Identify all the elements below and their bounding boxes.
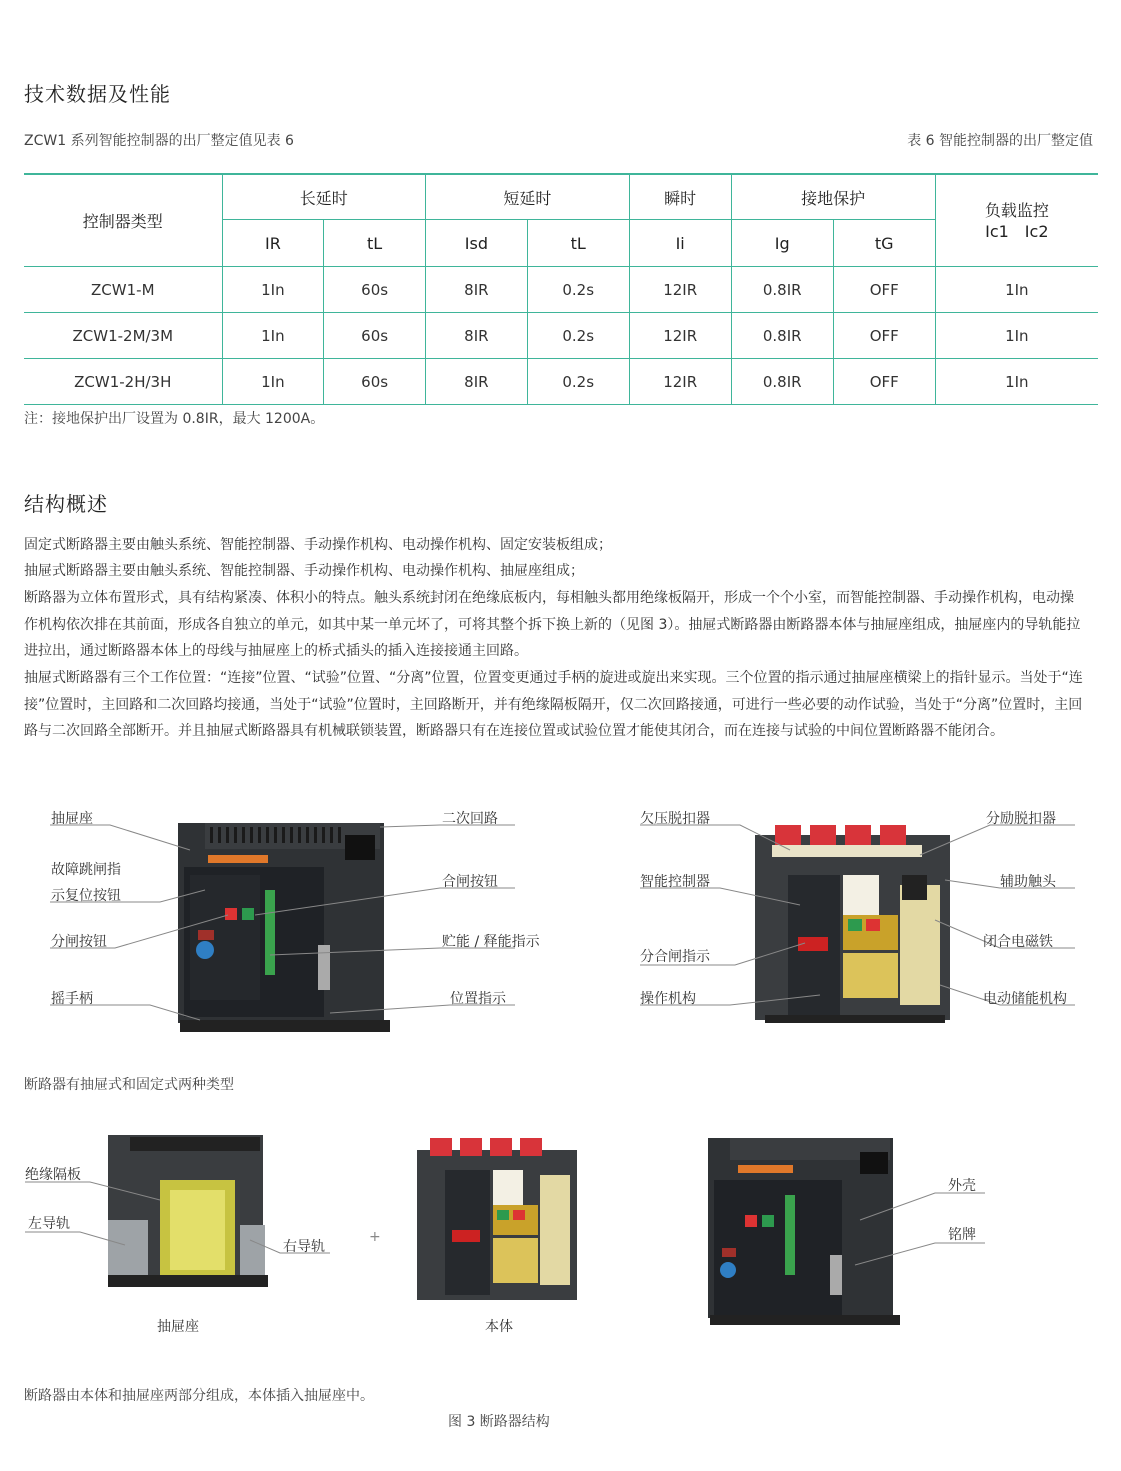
table-cell: 8IR xyxy=(426,359,528,405)
caption-body: 本体 xyxy=(485,1319,513,1335)
caption-compose: 断路器由本体和抽屉座两部分组成，本体插入抽屉座中。 xyxy=(24,1388,374,1404)
table-cell: 8IR xyxy=(426,313,528,359)
table-cell: 60s xyxy=(324,359,426,405)
settings-table xyxy=(24,173,1098,405)
table-subhead: Ii xyxy=(629,220,731,267)
table-cell: 8IR xyxy=(426,267,528,313)
table-caption: 表 6 智能控制器的出厂整定值 xyxy=(907,133,1093,149)
table-row xyxy=(24,313,1098,359)
table-cell: 12IR xyxy=(629,359,731,405)
label-open-close-indicator: 分合闸指示 xyxy=(640,949,710,965)
table-head-type: 控制器类型 xyxy=(24,174,222,267)
label-housing: 外壳 xyxy=(948,1178,976,1194)
label-secondary-circuit: 二次回路 xyxy=(442,811,498,827)
table-cell: 0.2s xyxy=(527,267,629,313)
table-cell: 1In xyxy=(222,267,324,313)
label-position-indicator: 位置指示 xyxy=(450,991,506,1007)
label-fault-trip-2: 示复位按钮 xyxy=(51,888,121,904)
figure-title: 图 3 断路器结构 xyxy=(448,1414,550,1430)
table-head-ground: 接地保护 xyxy=(731,174,935,220)
structure-paragraph: 抽屉式断路器有三个工作位置：“连接”位置、“试验”位置、“分离”位置，位置变更通过手柄的旋进或旋出来实现。三个位置的指示通过抽屉座横梁上的指针显示。当处于“连接”位置时，主回路和二次回路均接通，当处于“试验”位置时，主回路断开，并有绝缘隔板隔开，仅二次回路接通，可进行一些必要的动作试验，当处于“分离”位置时，主回路与二次回路全部断开。并且抽屉式断路器具有机械联锁装置，断路器只有在连接位置或试验位置才能使其闭合，而在连接与试验的中间位置断路器不能闭合。 xyxy=(24,670,1083,740)
table-cell: 60s xyxy=(324,313,426,359)
label-left-rail: 左导轨 xyxy=(28,1216,70,1232)
label-drawer-seat: 抽屉座 xyxy=(51,811,93,827)
label-smart-controller: 智能控制器 xyxy=(640,874,710,890)
structure-paragraph: 固定式断路器主要由触头系统、智能控制器、手动操作机构、电动操作机构、固定安装板组成； xyxy=(24,537,612,553)
table-cell: ZCW1-M xyxy=(24,267,222,313)
table-cell: 1In xyxy=(935,359,1098,405)
label-crank-handle: 摇手柄 xyxy=(51,991,93,1007)
structure-paragraph: 抽屉式断路器主要由触头系统、智能控制器、手动操作机构、电动操作机构、抽屉座组成； xyxy=(24,563,584,579)
table-head-load-line2: Ic1 Ic2 xyxy=(985,221,1049,241)
table-cell: ZCW1-2M/3M xyxy=(24,313,222,359)
plus-sign: + xyxy=(369,1229,381,1245)
table-cell: 1In xyxy=(222,359,324,405)
label-operating-mechanism: 操作机构 xyxy=(640,991,696,1007)
table-cell: OFF xyxy=(833,267,935,313)
table-intro: ZCW1 系列智能控制器的出厂整定值见表 6 xyxy=(24,133,294,149)
caption-drawer-seat: 抽屉座 xyxy=(157,1319,199,1335)
label-right-rail: 右导轨 xyxy=(283,1239,325,1255)
label-auxiliary-contact: 辅助触头 xyxy=(1000,874,1056,890)
label-closing-electromagnet: 闭合电磁铁 xyxy=(983,934,1053,950)
label-shunt-release: 分励脱扣器 xyxy=(986,811,1056,827)
label-open-button: 分闸按钮 xyxy=(51,934,107,950)
table-cell: 60s xyxy=(324,267,426,313)
label-charge-indicator: 贮能 / 释能指示 xyxy=(442,934,540,950)
table-row xyxy=(24,359,1098,405)
table-cell: 1In xyxy=(935,313,1098,359)
table-head-load-line1: 负载监控 xyxy=(984,200,1049,220)
label-insulating-barrier: 绝缘隔板 xyxy=(25,1167,81,1183)
table-subhead: tL xyxy=(527,220,629,267)
table-head-short: 短延时 xyxy=(426,174,630,220)
structure-paragraph: 断路器为立体布置形式，具有结构紧凑、体积小的特点。触头系统封闭在绝缘底板内，每相触头都用绝缘板隔开，形成一个个小室，而智能控制器、手动操作机构，电动操作机构依次排在其前面，形成各自独立的单元，如其中某一单元坏了，可将其整个拆下换上新的（见图 3）。抽屉式断路器由断路器本体与抽屉座组成，抽屉座内的导轨能拉进拉出，通过断路器本体上的母线与抽屉座上的桥式插头的插入连接接通主回路。 xyxy=(24,590,1081,660)
table-head-instant: 瞬时 xyxy=(629,174,731,220)
table-cell: ZCW1-2H/3H xyxy=(24,359,222,405)
table-subhead: tG xyxy=(833,220,935,267)
table-subhead: Ig xyxy=(731,220,833,267)
label-close-button: 合闸按钮 xyxy=(442,874,498,890)
section-title-structure: 结构概述 xyxy=(24,492,108,516)
table-cell: OFF xyxy=(833,313,935,359)
table-cell: 1In xyxy=(935,267,1098,313)
table-head-long: 长延时 xyxy=(222,174,425,220)
table-note: 注：接地保护出厂设置为 0.8IR，最大 1200A。 xyxy=(24,411,325,427)
table-cell: 1In xyxy=(222,313,324,359)
table-cell: 0.2s xyxy=(527,359,629,405)
table-cell: 12IR xyxy=(629,267,731,313)
table-cell: OFF xyxy=(833,359,935,405)
label-undervoltage-release: 欠压脱扣器 xyxy=(640,811,710,827)
section-title-tech: 技术数据及性能 xyxy=(24,82,171,106)
label-fault-trip-1: 故障跳闸指 xyxy=(51,862,121,878)
table-subhead: Isd xyxy=(426,220,528,267)
label-motor-charging: 电动储能机构 xyxy=(983,991,1067,1007)
table-subhead: tL xyxy=(324,220,426,267)
table-head-load xyxy=(935,174,1098,267)
table-cell: 0.8IR xyxy=(731,359,833,405)
table-cell: 0.8IR xyxy=(731,267,833,313)
table-row xyxy=(24,267,1098,313)
table-subhead: IR xyxy=(222,220,324,267)
table-cell: 12IR xyxy=(629,313,731,359)
table-cell: 0.8IR xyxy=(731,313,833,359)
caption-types: 断路器有抽屉式和固定式两种类型 xyxy=(24,1077,234,1093)
label-nameplate: 铭牌 xyxy=(948,1227,976,1243)
table-cell: 0.2s xyxy=(527,313,629,359)
